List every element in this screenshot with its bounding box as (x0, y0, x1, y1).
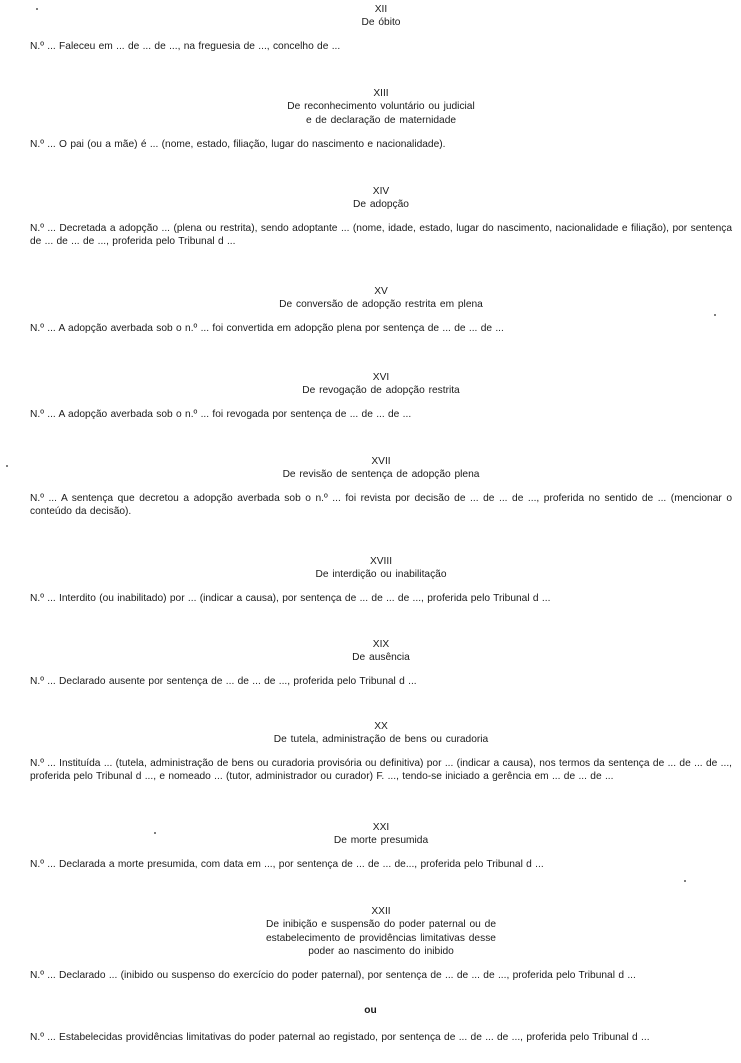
scan-speck (36, 8, 38, 10)
scan-speck (154, 832, 156, 834)
section-title: De óbito (361, 17, 401, 29)
scan-speck (6, 465, 8, 467)
section-number: XXI (372, 822, 390, 833)
section-number: XV (374, 286, 388, 297)
section-xii (30, 3, 732, 53)
section-text: N.º ... Interdito (ou inabilitado) por ... (indicar a causa), por sentença de ... de ... de ..., proferida pelo Tribunal d ... (30, 592, 551, 604)
section-text: N.º ... Instituída ... (tutela, administração de bens ou curadoria provisória ou definitiva) por ... (indicar a causa), nos termos da sentença de ... de ... de ..., proferida pelo Tribunal d ..., e nomeado ... (tutor, administrador ou curador) F. ..., tendo-se iniciado a gerência em ... de ... de ... (30, 757, 732, 783)
section-title: estabelecimento de providências limitativas desse (266, 932, 496, 944)
section-title: De revogação de adopção restrita (302, 385, 460, 397)
section-text: N.º ... A adopção averbada sob o n.º ... foi revogada por sentença de ... de ... de ... (30, 408, 412, 420)
section-title: De inibição e suspensão do poder paternal ou de (265, 919, 497, 931)
section-xx (30, 720, 732, 784)
section-title: De revisão de sentença de adopção plena (282, 469, 480, 481)
section-text: N.º ... Declarado ... (inibido ou suspenso do exercício do poder paternal), por sentença de ... de ... de ..., proferida pelo Tribunal d ... (30, 969, 636, 981)
section-number: XIX (372, 639, 390, 650)
scan-speck (714, 314, 716, 316)
section-title: De ausência (352, 652, 410, 664)
section-xv (30, 285, 732, 335)
section-title: e de declaração de maternidade (305, 114, 457, 126)
section-title: De interdição ou inabilitação (315, 569, 447, 581)
section-number: XVII (371, 456, 391, 467)
section-xiv (30, 185, 732, 249)
section-text: N.º ... Declarado ausente por sentença de ... de ... de ..., proferida pelo Tribunal d ... (30, 675, 417, 687)
section-number: XIV (372, 186, 390, 197)
section-text: N.º ... Decretada a adopção ... (plena ou restrita), sendo adoptante ... (nome, idade, estado, lugar do nascimento, nacionalidade e filiação), por sentença de ... de ... de ..., proferida pelo Tribunal d ... (30, 222, 732, 248)
section-xvii (30, 455, 732, 519)
section-xiii (30, 87, 732, 152)
section-xxii (30, 905, 732, 982)
section-text: N.º ... Declarada a morte presumida, com data em ..., por sentença de ... de ... de..., proferida pelo Tribunal d ... (30, 858, 544, 870)
section-number: XX (374, 721, 388, 732)
section-number: XIII (373, 88, 389, 99)
section-text: N.º ... A adopção averbada sob o n.º ... foi convertida em adopção plena por sentença de ... de ... de ... (30, 322, 504, 334)
section-title: De reconhecimento voluntário ou judicial (287, 101, 475, 113)
section-text: N.º ... Faleceu em ... de ... de ..., na freguesia de ..., concelho de ... (30, 40, 341, 52)
section-xvi (30, 371, 732, 421)
or-separator: ou (364, 1005, 377, 1016)
section-xxi (30, 821, 732, 871)
section-title: De conversão de adopção restrita em plena (279, 299, 483, 311)
final-paragraph (30, 1031, 732, 1044)
section-xix (30, 638, 732, 688)
scan-speck (684, 880, 686, 882)
section-number: XVI (372, 372, 390, 383)
section-number: XII (374, 4, 388, 15)
section-title: poder ao nascimento do inibido (308, 946, 454, 958)
section-number: XVIII (369, 556, 393, 567)
section-title: De morte presumida (333, 835, 429, 847)
section-xviii (30, 555, 732, 605)
section-text: N.º ... O pai (ou a mãe) é ... (nome, estado, filiação, lugar do nascimento e nacionalidade). (30, 139, 446, 151)
section-title: De adopção (353, 199, 409, 211)
final-text: N.º ... Estabelecidas providências limitativas do poder paternal ao registado, por sentença de ... de ... de ..., proferida pelo Tribunal d ... (30, 1032, 650, 1043)
section-title: De tutela, administração de bens ou curadoria (273, 734, 489, 746)
section-number: XXII (371, 906, 391, 917)
section-text: N.º ... A sentença que decretou a adopção averbada sob o n.º ... foi revista por decisão de ... de ... de ..., proferida no sentido de ... (mencionar o conteúdo da decisão). (30, 492, 732, 518)
